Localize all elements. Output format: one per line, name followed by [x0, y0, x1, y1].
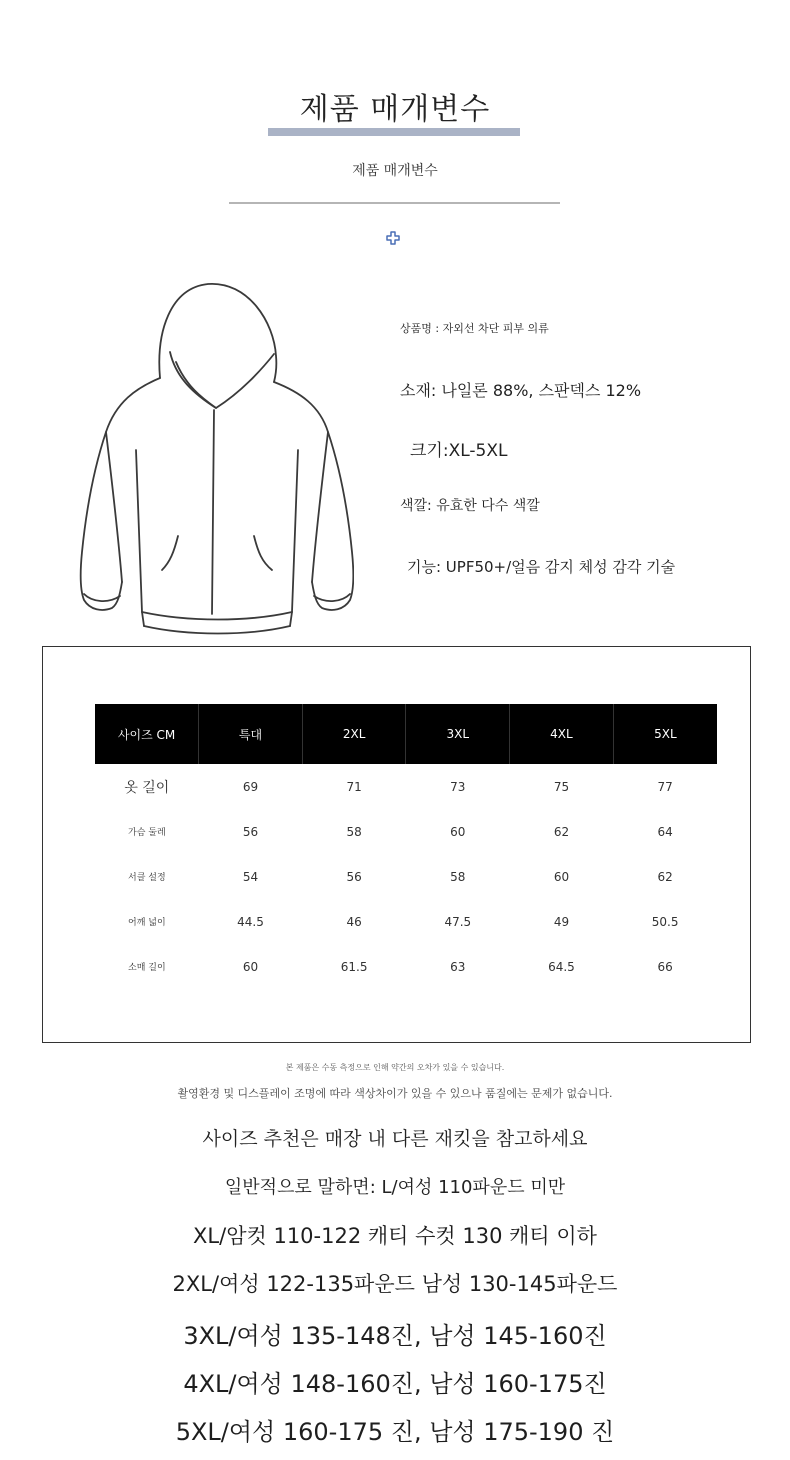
measurement-note: 본 제품은 수동 측정으로 인해 약간의 오차가 있을 수 있습니다. [285, 1063, 505, 1072]
row-label: 가슴 둘레 [128, 828, 166, 838]
table-row [95, 764, 717, 809]
table-header-cell: 2XL [302, 704, 406, 764]
table-header-cell: 사이즈 CM [95, 704, 199, 764]
plus-icon [386, 231, 400, 245]
table-cell: 54 [242, 869, 259, 884]
table-cell: 58 [450, 869, 466, 884]
row-label: 어깨 넓이 [128, 918, 166, 928]
table-cell: 64.5 [548, 959, 575, 974]
table-cell: 44.5 [237, 914, 264, 929]
row-label: 옷 길이 [124, 779, 170, 796]
table-cell: 49 [553, 914, 570, 929]
table-cell: 63 [450, 959, 466, 974]
table-cell: 56 [346, 869, 362, 884]
table-cell: 71 [346, 779, 362, 794]
table-cell: 62 [553, 824, 570, 839]
spec-material: 소재: 나일론 88%, 스판덱스 12% [400, 381, 642, 400]
spec-function: 기능: UPF50+/얼음 감지 체성 감각 기술 [407, 558, 676, 576]
table-cell: 69 [242, 779, 259, 794]
spec-size: 크기:XL-5XL [410, 441, 508, 461]
table-cell: 56 [242, 824, 259, 839]
table-cell: 47.5 [444, 914, 472, 929]
table-header-cell: 5XL [613, 704, 717, 764]
table-cell: 62 [657, 869, 673, 884]
table-cell: 64 [657, 824, 673, 839]
table-cell: 77 [657, 779, 673, 794]
table-row [95, 809, 717, 854]
recommend-line-5xl: 5XL/여성 160-175 진, 남성 175-190 진 [175, 1418, 615, 1446]
table-header-cell: 3XL [406, 704, 510, 764]
subtitle-divider [229, 202, 560, 204]
recommend-line-3xl: 3XL/여성 135-148진, 남성 145-160진 [183, 1322, 607, 1350]
table-cell: 50.5 [651, 914, 679, 929]
table-header-cell: 특대 [199, 704, 303, 764]
table-cell: 58 [346, 824, 362, 839]
row-label: 소매 길이 [128, 963, 166, 973]
spec-color: 색깔: 유효한 다수 색깔 [400, 498, 540, 514]
recommend-line-2xl: 2XL/여성 122-135파운드 남성 130-145파운드 [172, 1272, 618, 1296]
table-row [95, 944, 717, 989]
table-row [95, 854, 717, 899]
table-cell: 75 [553, 779, 570, 794]
table-cell: 66 [657, 959, 673, 974]
table-row [95, 899, 717, 944]
spec-product-name: 상품명 : 자외선 차단 피부 의류 [400, 322, 549, 335]
row-label: 서클 설정 [128, 873, 166, 883]
table-cell: 73 [450, 779, 466, 794]
recommend-general: 일반적으로 말하면: L/여성 110파운드 미만 [224, 1177, 566, 1198]
recommend-line-xl: XL/암컷 110-122 캐티 수컷 130 캐티 이하 [193, 1224, 597, 1248]
section-subtitle: 제품 매개변수 [352, 163, 438, 179]
table-cell: 60 [553, 869, 570, 884]
color-note: 촬영환경 및 디스플레이 조명에 따라 색상차이가 있을 수 있으나 품질에는 문제가 없습니다. [177, 1087, 613, 1100]
size-table [95, 704, 717, 989]
table-header-cell: 4XL [510, 704, 614, 764]
recommend-line-4xl: 4XL/여성 148-160진, 남성 160-175진 [183, 1370, 607, 1398]
hoodie-illustration [78, 282, 354, 638]
table-cell: 60 [242, 959, 259, 974]
table-header-row [95, 704, 717, 764]
table-cell: 61.5 [340, 959, 368, 974]
title-underline-bar [268, 128, 520, 136]
table-cell: 46 [346, 914, 362, 929]
table-cell: 60 [450, 824, 466, 839]
recommend-title: 사이즈 추천은 매장 내 다른 재킷을 참고하세요 [202, 1128, 588, 1150]
page-title: 제품 매개변수 [299, 92, 491, 127]
size-chart-box [42, 646, 751, 1043]
